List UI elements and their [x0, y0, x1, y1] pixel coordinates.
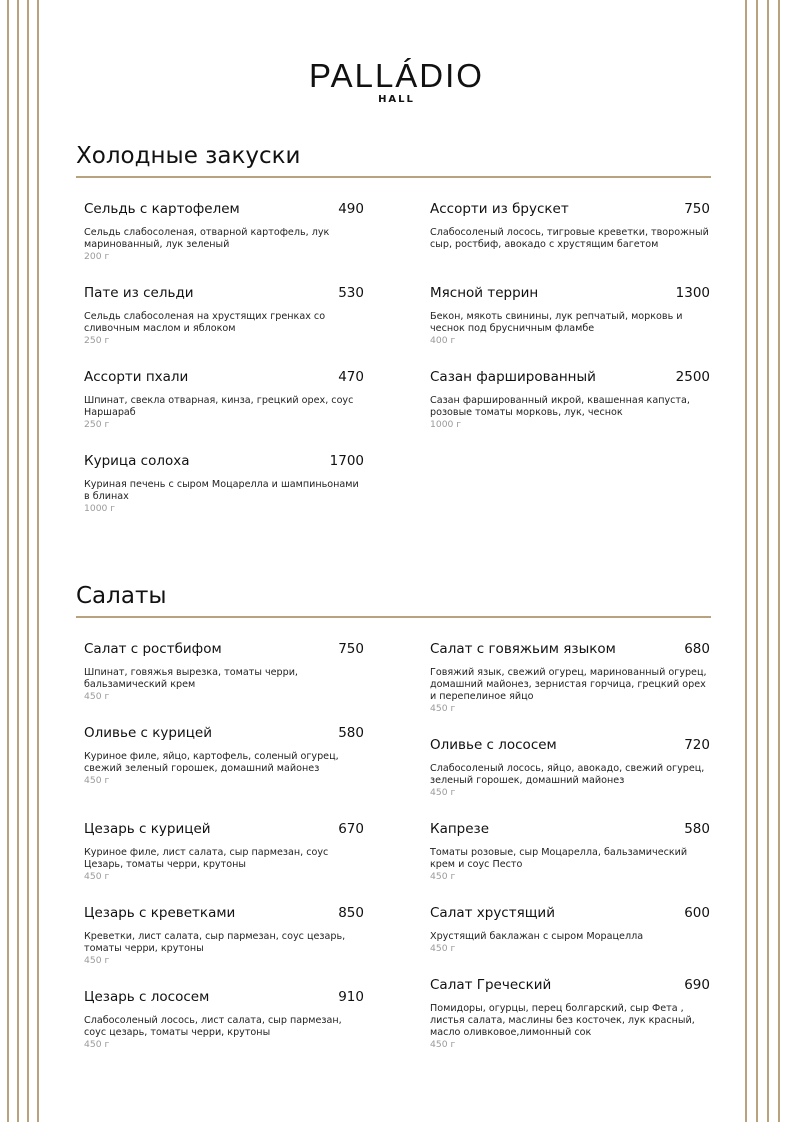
item-weight: 400 г	[430, 335, 456, 346]
item-weight: 450 г	[84, 1039, 110, 1050]
item-weight: 450 г	[430, 1039, 456, 1050]
item-name: Салат Греческий	[430, 977, 552, 993]
logo-sub: HALL	[378, 94, 415, 105]
item-description: Шпинат, говяжья вырезка, томаты черри, бальзамический крем	[84, 667, 298, 690]
menu-item	[84, 201, 364, 263]
menu-item	[84, 725, 364, 787]
item-price: 580	[338, 725, 364, 741]
menu-item	[84, 905, 364, 967]
item-description: Куриное филе, яйцо, картофель, соленый огурец, свежий зеленый горошек, домашний майонез	[84, 751, 339, 774]
item-weight: 450 г	[430, 703, 456, 714]
item-description: Бекон, мякоть свинины, лук репчатый, морковь и чеснок под брусничным фламбе	[430, 311, 683, 334]
menu-item	[430, 737, 710, 799]
item-price: 680	[684, 641, 710, 657]
item-description: Креветки, лист салата, сыр пармезан, соус цезарь, томаты черри, крутоны	[84, 931, 346, 954]
border-line-right-3	[767, 0, 769, 1122]
item-description: Слабосоленый лосось, яйцо, авокадо, свежий огурец, зеленый горошек, домашний майонез	[430, 763, 705, 786]
border-line-right-1	[745, 0, 747, 1122]
menu-item	[84, 989, 364, 1051]
item-price: 580	[684, 821, 710, 837]
item-name: Салат с ростбифом	[84, 641, 222, 657]
item-description: Помидоры, огурцы, перец болгарский, сыр Фета , листья салата, маслины без косточек, лук красный, масло оливковое,лимонный сок	[430, 1003, 695, 1038]
item-name: Ассорти из брускет	[430, 201, 569, 217]
item-description: Куриная печень с сыром Моцарелла и шампиньонами в блинах	[84, 479, 359, 502]
item-price: 750	[684, 201, 710, 217]
menu-item	[84, 821, 364, 883]
item-weight: 250 г	[84, 419, 110, 430]
border-line-right-2	[756, 0, 758, 1122]
item-name: Капрезе	[430, 821, 490, 837]
item-weight: 450 г	[84, 955, 110, 966]
menu-item	[84, 285, 364, 347]
item-weight: 200 г	[84, 251, 110, 262]
menu-item	[430, 821, 710, 883]
section-title: Салаты	[76, 583, 167, 609]
menu-item	[430, 201, 710, 251]
menu-item	[430, 641, 710, 715]
item-description: Слабосоленый лосось, тигровые креветки, творожный сыр, ростбиф, авокадо с хрустящим багетом	[430, 227, 709, 250]
item-description: Сазан фаршированный икрой, квашенная капуста, розовые томаты морковь, лук, чеснок	[430, 395, 690, 418]
item-description: Слабосоленый лосось, лист салата, сыр пармезан, соус цезарь, томаты черри, крутоны	[84, 1015, 342, 1038]
item-price: 490	[338, 201, 364, 217]
item-price: 750	[338, 641, 364, 657]
menu-item	[430, 977, 710, 1051]
item-name: Цезарь с лососем	[84, 989, 210, 1005]
item-name: Мясной террин	[430, 285, 539, 301]
section-salads	[76, 582, 711, 1050]
item-price: 690	[684, 977, 710, 993]
item-price: 530	[338, 285, 364, 301]
item-description: Куриное филе, лист салата, сыр пармезан, соус Цезарь, томаты черри, крутоны	[84, 847, 329, 870]
border-line-left-2	[17, 0, 19, 1122]
item-weight: 1000 г	[84, 503, 116, 514]
item-name: Цезарь с креветками	[84, 905, 236, 921]
item-weight: 450 г	[84, 871, 110, 882]
item-weight: 1000 г	[430, 419, 462, 430]
item-price: 670	[338, 821, 364, 837]
menu-item	[430, 285, 710, 347]
item-description: Хрустящий баклажан с сыром Морацелла	[430, 931, 644, 942]
item-weight: 450 г	[430, 943, 456, 954]
item-price: 910	[338, 989, 364, 1005]
item-name: Цезарь с курицей	[84, 821, 211, 837]
item-name: Салат с говяжьим языком	[430, 641, 616, 657]
item-name: Пате из сельди	[84, 285, 194, 301]
item-description: Сельдь слабосоленая на хрустящих гренках со сливочным маслом и яблоком	[84, 311, 326, 334]
item-weight: 450 г	[84, 775, 110, 786]
menu-item	[84, 453, 364, 515]
item-weight: 250 г	[84, 335, 110, 346]
item-description: Говяжий язык, свежий огурец, маринованный огурец, домашний майонез, зернистая горчица, грецкий орех и перепелиное яйцо	[430, 667, 707, 702]
menu-item	[430, 905, 710, 955]
border-line-left-1	[7, 0, 9, 1122]
item-description: Шпинат, свекла отварная, кинза, грецкий орех, соус Наршараб	[84, 395, 354, 418]
border-line-left-4	[37, 0, 39, 1122]
logo	[0, 58, 793, 105]
item-price: 2500	[675, 369, 710, 385]
item-price: 1300	[675, 285, 710, 301]
border-line-right-4	[778, 0, 780, 1122]
logo-name: PALLÁDIO	[309, 57, 484, 94]
item-description: Томаты розовые, сыр Моцарелла, бальзамический крем и соус Песто	[430, 847, 688, 870]
section-cold-appetizers	[76, 142, 711, 514]
item-name: Курица солоха	[84, 453, 190, 469]
item-name: Оливье с лососем	[430, 737, 557, 753]
item-name: Сазан фаршированный	[430, 369, 596, 385]
menu-item	[84, 369, 364, 431]
section-title: Холодные закуски	[76, 143, 301, 169]
item-name: Сельдь с картофелем	[84, 201, 240, 217]
item-description: Сельдь слабосоленая, отварной картофель, лук маринованный, лук зеленый	[84, 227, 330, 250]
item-name: Оливье с курицей	[84, 725, 213, 741]
item-weight: 450 г	[84, 691, 110, 702]
item-price: 850	[338, 905, 364, 921]
item-price: 720	[684, 737, 710, 753]
item-weight: 450 г	[430, 871, 456, 882]
item-name: Салат хрустящий	[430, 905, 555, 921]
item-weight: 450 г	[430, 787, 456, 798]
item-price: 470	[338, 369, 364, 385]
menu-item	[430, 369, 710, 431]
menu-item	[84, 641, 364, 703]
item-price: 600	[684, 905, 710, 921]
item-price: 1700	[329, 453, 364, 469]
border-line-left-3	[27, 0, 29, 1122]
section-divider	[76, 176, 711, 178]
item-name: Ассорти пхали	[84, 369, 189, 385]
section-divider	[76, 616, 711, 618]
